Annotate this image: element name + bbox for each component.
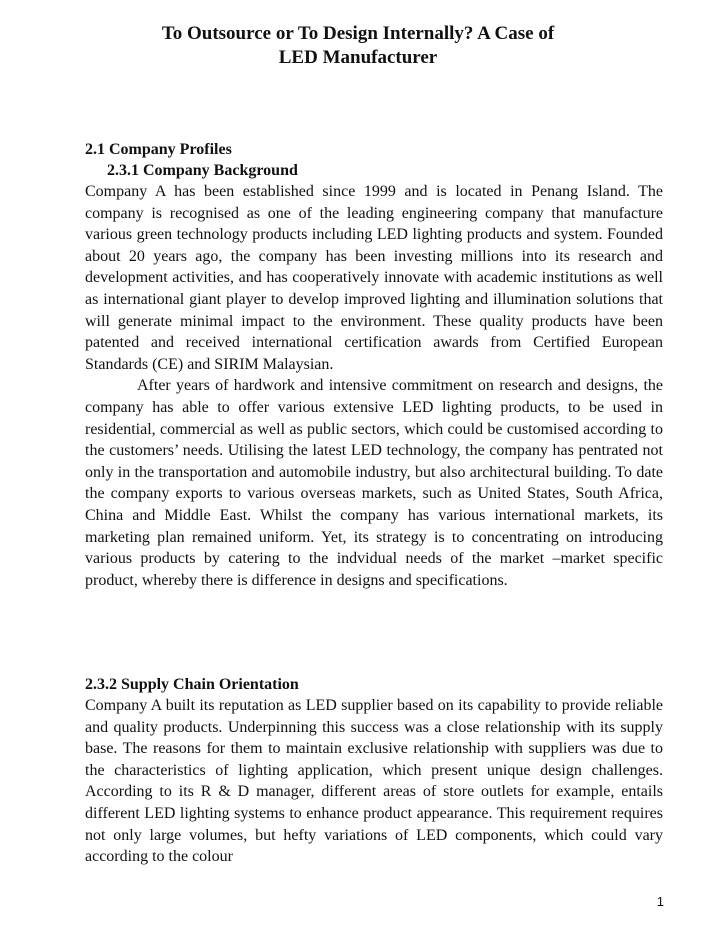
subsection-heading: 2.3.1 Company Background bbox=[107, 162, 298, 179]
document-title bbox=[0, 22, 716, 70]
section-company-profiles bbox=[85, 139, 663, 591]
body-paragraph: After years of hardwork and intensive commitment on research and designs, the company has able to offer various extensive LED lighting products, to be used in residential, commercial as well as public sectors, which could be customised according to the customers’ needs. Utilising the latest LED technology, the company has pentrated not only in the transportation and automobile industry, but also architectural building. To date the company exports to various overseas markets, such as United States, South Africa, China and Middle East. Whilst the company has various international markets, its marketing plan remained uniform. Yet, its strategy is to concentrating on introducing various products by catering to the indvidual needs of the market –market specific product, whereby there is difference in designs and specifications. bbox=[85, 377, 663, 589]
page-number: 1 bbox=[656, 894, 664, 909]
title-line-2: LED Manufacturer bbox=[278, 47, 438, 68]
body-paragraph: Company A built its reputation as LED supplier based on its capability to provide reliable and quality products. Underpinning this success was a close relationship with its supply base. The reasons for them to maintain exclusive relationship with suppliers was due to the characteristics of lighting application, which present unique design challenges. According to its R & D manager, different areas of store outlets for example, entails different LED lighting systems to enhance product appearance. This requirement requires not only large volumes, but hefty variations of LED components, which could vary according to the colour bbox=[85, 697, 663, 866]
section-supply-chain-orientation bbox=[85, 674, 663, 868]
section-heading: 2.3.2 Supply Chain Orientation bbox=[85, 676, 299, 693]
body-paragraph: Company A has been established since 1999 and is located in Penang Island. The company is recognised as one of the leading engineering company that manufacture various green technology products including LED lighting products and system. Founded about 20 years ago, the company has been investing millions into its research and development activities, and has cooperatively innovate with academic institutions as well as international giant player to develop improved lighting and illumination solutions that will generate minimal impact to the environment. These quality products have been patented and received international certification awards from Certified European Standards (CE) and SIRIM Malaysian. bbox=[85, 183, 663, 373]
section-heading: 2.1 Company Profiles bbox=[85, 141, 232, 158]
title-line-1: To Outsource or To Design Internally? A Case of bbox=[161, 23, 555, 44]
